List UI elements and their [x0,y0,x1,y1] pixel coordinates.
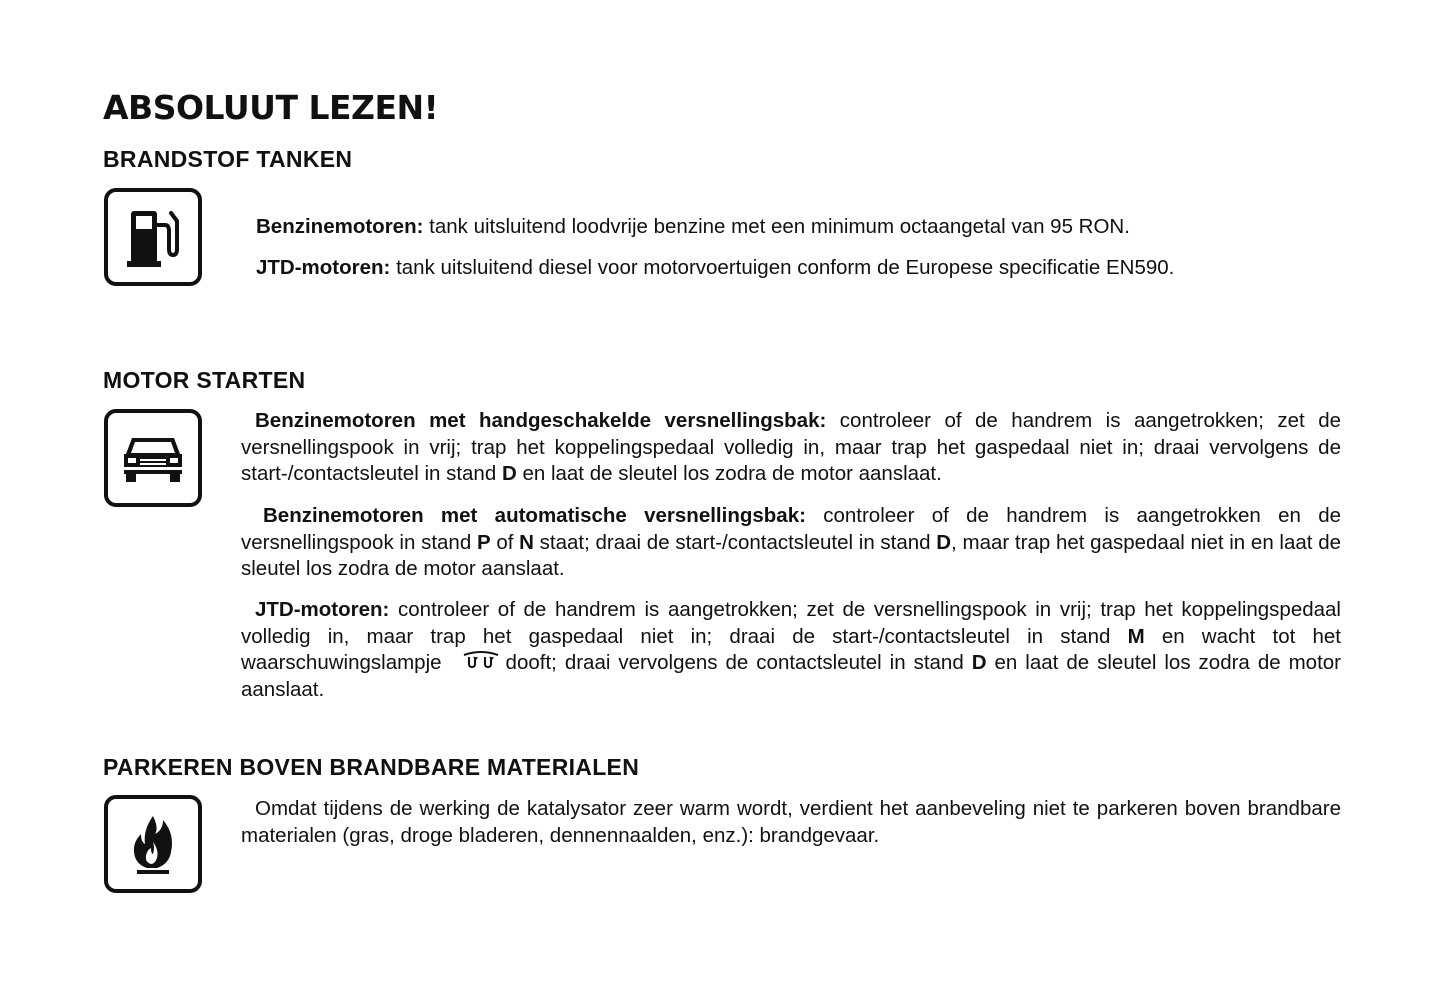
start-auto-key-d: D [936,530,952,554]
start-auto-text-3: staat; draai de start-/contactsleutel in stand [533,530,937,554]
start-manual-key: D [501,462,517,485]
start-auto-paragraph [241,503,1341,583]
section-heading-fuel: BRANDSTOF TANKEN [103,146,353,172]
fuel-jtd-label: JTD-motoren: [256,256,391,279]
start-auto-key-n: N [519,530,534,554]
fuel-pump-icon [125,205,181,269]
start-auto-label: Benzinemotoren met automatische versnellingsbak: [263,504,806,527]
start-jtd-text-3: dooft; draai vervolgens de contactsleutel in stand [505,651,972,674]
fuel-petrol-label: Benzinemotoren: [256,215,424,238]
start-jtd-paragraph [241,597,1341,703]
start-manual-label: Benzinemotoren met handgeschakelde versnellingsbak: [255,409,827,432]
start-icon-box [104,409,202,507]
start-manual-text-1: controleer of de handrem is aangetrokken; zet de versnellingspook in vrij; trap het koppelingspedaal volledig in, maar trap het gaspedaal niet in; draai vervolgens de start-/contactsleutel in stand [241,409,1342,485]
fuel-petrol-text: tank uitsluitend loodvrije benzine met een minimum octaangetal van 95 RON. [423,215,1130,238]
start-jtd-key-m: M [1127,624,1145,648]
car-front-icon [120,432,186,484]
start-manual-text-2: en laat de sleutel los zodra de motor aanslaat. [516,462,942,485]
fuel-jtd-paragraph [256,255,1346,282]
start-jtd-label: JTD-motoren: [255,598,390,621]
parking-icon-box [104,795,202,893]
page-title: ABSOLUUT LEZEN! [103,88,439,127]
start-jtd-text-1: controleer of de handrem is aangetrokken; zet de versnellingspook in vrij; trap het koppelingspedaal volledig in, maar trap het gaspedaal niet in; draai de start-/contactsleutel in stand [241,598,1341,648]
fuel-petrol-paragraph [256,214,1346,241]
fuel-jtd-text: tank uitsluitend diesel voor motorvoertuigen conform de Europese specificatie EN590. [390,256,1175,279]
start-manual-paragraph [241,408,1341,488]
start-auto-text-1: controleer of de handrem is aangetrokken en de versnellingspook in stand [241,504,1342,554]
start-auto-text-4: , maar trap het gaspedaal niet in en laat de sleutel los zodra de motor aanslaat. [241,530,1341,580]
section-heading-start: MOTOR STARTEN [103,367,306,393]
flame-icon [129,812,177,876]
start-auto-key-p: P [476,530,491,554]
start-jtd-text-2: en wacht tot het waarschuwingslampje [241,624,1341,674]
start-jtd-key-d: D [971,651,987,674]
glow-plug-icon [446,650,502,677]
fuel-icon-box [104,188,202,286]
parking-paragraph: Omdat tijdens de werking de katalysator zeer warm wordt, verdient het aanbeveling niet te parkeren boven brandbare materialen (gras, droge bladeren, dennennaalden, enz.): brandgevaar. [241,797,1341,847]
start-jtd-text-4: en laat de sleutel los zodra de motor aanslaat. [241,651,1342,701]
section-heading-parking: PARKEREN BOVEN BRANDBARE MATERIALEN [103,754,640,780]
start-auto-text-2: of [490,530,520,554]
